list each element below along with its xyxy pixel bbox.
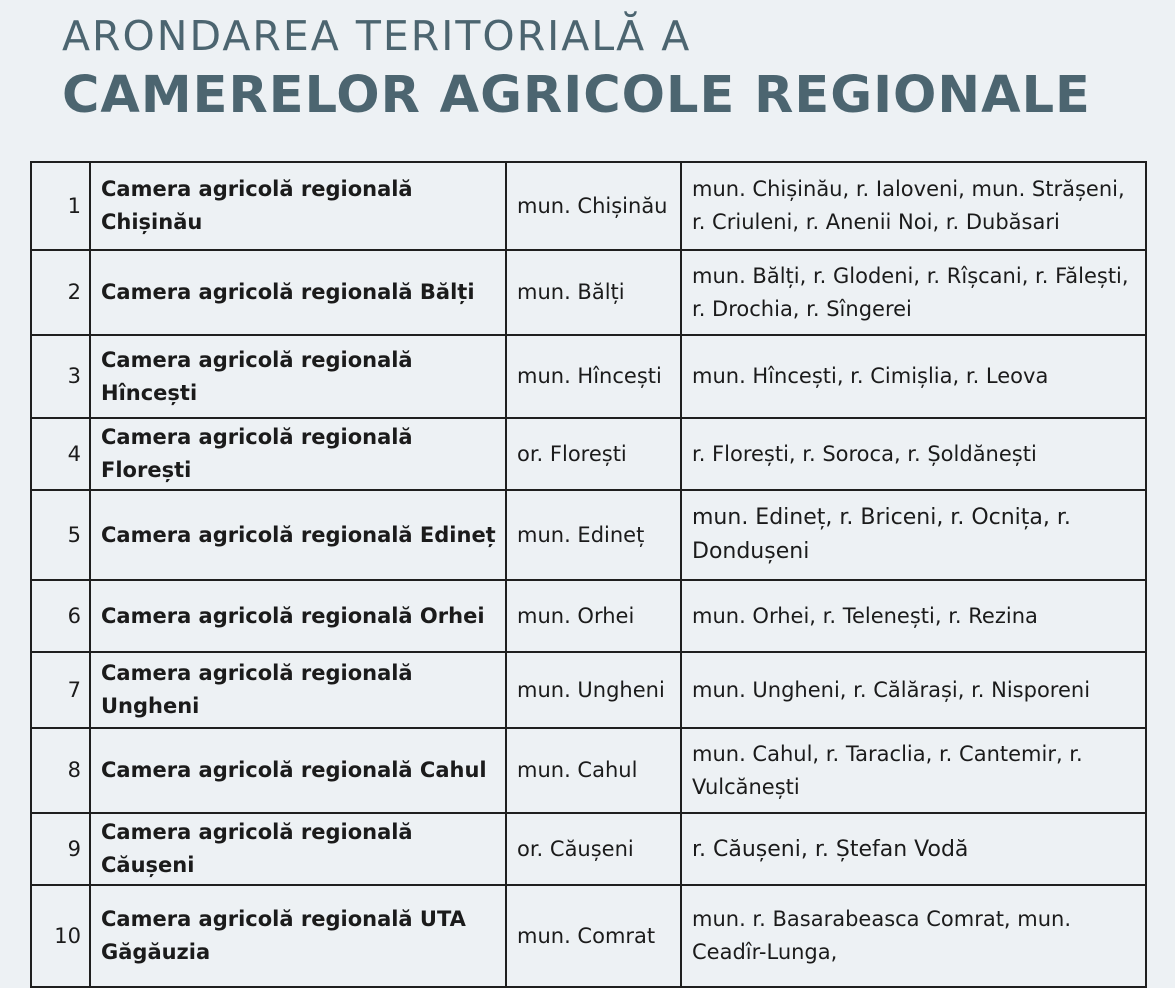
table-row bbox=[31, 580, 1146, 652]
chamber-territory: r. Căușeni, r. Ștefan Vodă bbox=[681, 813, 1146, 885]
chamber-territory: mun. Orhei, r. Telenești, r. Rezina bbox=[681, 580, 1146, 652]
chamber-seat: or. Căușeni bbox=[506, 813, 681, 885]
row-number: 10 bbox=[31, 885, 90, 987]
table-row bbox=[31, 728, 1146, 813]
table-row bbox=[31, 652, 1146, 728]
chamber-territory-text: mun. Chișinău, r. Ialoveni, mun. Strășeni, r. Criuleni, r. Anenii Noi, r. Dubăsari bbox=[692, 177, 1125, 234]
chamber-name: Camera agricolă regională Bălți bbox=[90, 250, 506, 335]
chamber-territory: mun. Ungheni, r. Călărași, r. Nisporeni bbox=[681, 652, 1146, 728]
chamber-seat: mun. Chișinău bbox=[506, 162, 681, 250]
chamber-territory: mun. Hîncești, r. Cimișlia, r. Leova bbox=[681, 335, 1146, 418]
chamber-name: Camera agricolă regională Orhei bbox=[90, 580, 506, 652]
chamber-name: Camera agricolă regională Chișinău bbox=[90, 162, 506, 250]
chamber-territory: mun. Edineț, r. Briceni, r. Ocnița, r. Dondușeni bbox=[681, 490, 1146, 580]
table-row bbox=[31, 335, 1146, 418]
chamber-seat: mun. Edineț bbox=[506, 490, 681, 580]
chamber-seat: mun. Bălți bbox=[506, 250, 681, 335]
row-number: 3 bbox=[31, 335, 90, 418]
page-title-line-1: ARONDAREA TERITORIALĂ A bbox=[62, 12, 692, 60]
table-row bbox=[31, 250, 1146, 335]
page-title-line-2: CAMERELOR AGRICOLE REGIONALE bbox=[62, 66, 1091, 125]
chamber-seat: mun. Comrat bbox=[506, 885, 681, 987]
chamber-name: Camera agricolă regională UTA Găgăuzia bbox=[90, 885, 506, 987]
chamber-name: Camera agricolă regională Cahul bbox=[90, 728, 506, 813]
chamber-territory: r. Florești, r. Soroca, r. Șoldănești bbox=[681, 418, 1146, 490]
row-number: 9 bbox=[31, 813, 90, 885]
regional-chambers-table bbox=[30, 161, 1147, 988]
row-number: 7 bbox=[31, 652, 90, 728]
chamber-territory: mun. Cahul, r. Taraclia, r. Cantemir, r. Vulcănești bbox=[681, 728, 1146, 813]
chamber-name: Camera agricolă regională Hîncești bbox=[90, 335, 506, 418]
chamber-name: Camera agricolă regională Edineț bbox=[90, 490, 506, 580]
chamber-seat: mun. Hîncești bbox=[506, 335, 681, 418]
row-number: 4 bbox=[31, 418, 90, 490]
chamber-seat: mun. Cahul bbox=[506, 728, 681, 813]
chamber-seat: mun. Orhei bbox=[506, 580, 681, 652]
chamber-name: Camera agricolă regională Ungheni bbox=[90, 652, 506, 728]
table-row bbox=[31, 162, 1146, 250]
chamber-seat: mun. Ungheni bbox=[506, 652, 681, 728]
row-number: 1 bbox=[31, 162, 90, 250]
chamber-name: Camera agricolă regională Florești bbox=[90, 418, 506, 490]
chamber-seat: or. Florești bbox=[506, 418, 681, 490]
table-row bbox=[31, 490, 1146, 580]
table-row bbox=[31, 418, 1146, 490]
chamber-territory: mun. r. Basarabeasca Comrat, mun. Ceadîr-Lunga, bbox=[681, 885, 1146, 987]
row-number: 5 bbox=[31, 490, 90, 580]
chamber-name: Camera agricolă regională Căușeni bbox=[90, 813, 506, 885]
chamber-territory bbox=[681, 162, 1146, 250]
table-row bbox=[31, 813, 1146, 885]
row-number: 8 bbox=[31, 728, 90, 813]
row-number: 6 bbox=[31, 580, 90, 652]
chamber-territory: mun. Bălți, r. Glodeni, r. Rîșcani, r. Fălești, r. Drochia, r. Sîngerei bbox=[681, 250, 1146, 335]
row-number: 2 bbox=[31, 250, 90, 335]
table-row bbox=[31, 885, 1146, 987]
